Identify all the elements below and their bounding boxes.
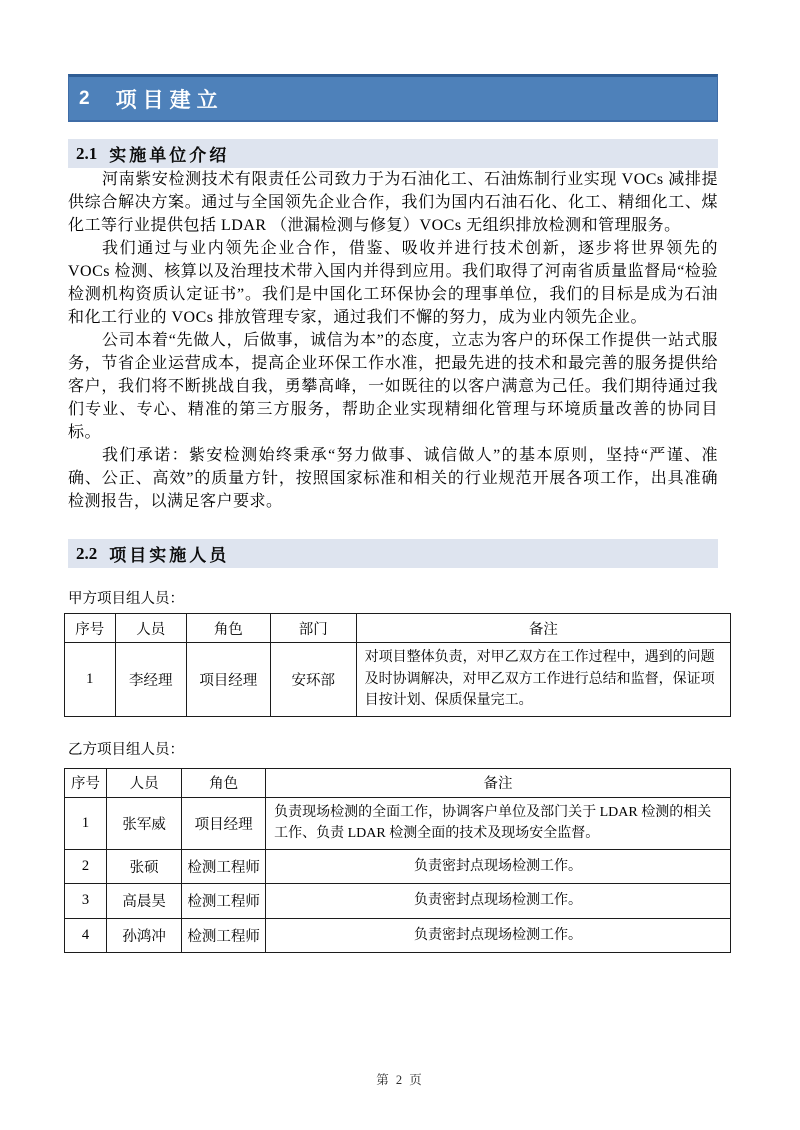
party-b-row3-index: 3	[65, 884, 107, 919]
chapter-number: 2	[79, 87, 90, 109]
section-heading-2-1	[68, 139, 718, 168]
party-a-header-row	[65, 614, 731, 643]
party-b-table	[64, 768, 731, 954]
section-2-2-number: 2.2	[76, 543, 98, 563]
intro-paragraph-3: 公司本着“先做人，后做事，诚信为本”的态度，立志为客户的环保工作提供一站式服务，节省企业运营成本，提高企业环保工作水准，把最先进的技术和最完善的服务提供给客户，我们将不断挑战自我，勇攀高峰，一如既往的以客户满意为己任。我们期待通过我们专业、专心、精准的第三方服务，帮助企业实现精细化管理与环境质量改善的协同目标。	[68, 332, 718, 441]
party-a-table	[64, 613, 731, 717]
party-b-table-label: 乙方项目组人员：	[68, 741, 184, 758]
party-a-table-label: 甲方项目组人员：	[68, 591, 184, 607]
party-b-row3-role: 检测工程师	[182, 884, 266, 919]
party-b-header-role: 角色	[182, 768, 266, 797]
intro-paragraph-1: 河南紫安检测技术有限责任公司致力于为石油化工、石油炼制行业实现 VOCs 减排提供综合解决方案。通过与全国领先企业合作，我们为国内石油石化、化工、精细化工、煤化工等行业提供包括 LDAR （泄漏检测与修复）VOCs 无组织排放检测和管理服务。	[68, 171, 718, 234]
party-a-header-role: 角色	[186, 614, 270, 643]
party-a-row1-department: 安环部	[270, 643, 356, 717]
section-2-1-title: 实施单位介绍	[109, 146, 230, 165]
intro-paragraph-4: 我们承诺：紫安检测始终秉承“努力做事、诚信做人”的基本原则，坚持“严谨、准确、公正、高效”的质量方针，按照国家标准和相关的行业规范开展各项工作，出具准确检测报告，以满足客户要求。	[68, 447, 718, 510]
party-a-row1-person: 李经理	[115, 643, 186, 717]
table-row	[65, 884, 731, 919]
party-b-row1-role: 项目经理	[182, 797, 266, 849]
party-b-row2-index: 2	[65, 849, 107, 884]
chapter-heading-band	[68, 74, 718, 122]
party-a-header-index: 序号	[65, 614, 116, 643]
party-a-header-department: 部门	[270, 614, 356, 643]
table-row	[65, 797, 731, 849]
table-row	[65, 918, 731, 953]
party-b-row4-role: 检测工程师	[182, 918, 266, 953]
page-content	[68, 0, 718, 953]
intro-paragraph-2: 我们通过与业内领先企业合作，借鉴、吸收并进行技术创新，逐步将世界领先的 VOCs 检测、核算以及治理技术带入国内并得到应用。我们取得了河南省质量监督局“检验检测机构资质认定证书”。我们是中国化工环保协会的理事单位，我们的目标是成为石油和化工行业的 VOCs 排放管理专家，通过我们不懈的努力，成为业内领先企业。	[68, 240, 718, 326]
section-2-2-title: 项目实施人员	[109, 546, 230, 565]
table-row	[65, 849, 731, 884]
table-row	[65, 643, 731, 717]
party-b-row2-person: 张硕	[106, 849, 181, 884]
section-heading-2-2	[68, 539, 718, 568]
party-b-row4-index: 4	[65, 918, 107, 953]
party-b-row3-person: 高晨昊	[106, 884, 181, 919]
party-b-row1-person: 张军威	[106, 797, 181, 849]
page-number-footer: 第 2 页	[376, 1073, 424, 1087]
party-b-row3-remark: 负责密封点现场检测工作。	[266, 884, 731, 919]
party-a-row1-index: 1	[65, 643, 116, 717]
party-b-header-index: 序号	[65, 768, 107, 797]
party-b-row2-role: 检测工程师	[182, 849, 266, 884]
party-b-row1-remark: 负责现场检测的全面工作，协调客户单位及部门关于 LDAR 检测的相关工作、负责 LDAR 检测全面的技术及现场安全监督。	[266, 797, 731, 849]
party-b-row4-person: 孙鸿冲	[106, 918, 181, 953]
party-b-row1-index: 1	[65, 797, 107, 849]
party-b-row2-remark: 负责密封点现场检测工作。	[266, 849, 731, 884]
party-a-row1-remark: 对项目整体负责，对甲乙双方在工作过程中，遇到的问题及时协调解决，对甲乙双方工作进行总结和监督，保证项目按计划、保质保量完工。	[356, 643, 730, 717]
party-a-header-person: 人员	[115, 614, 186, 643]
party-a-header-remark: 备注	[356, 614, 730, 643]
section-2-1-number: 2.1	[76, 143, 98, 163]
party-b-header-person: 人员	[106, 768, 181, 797]
chapter-title: 项目建立	[115, 88, 224, 112]
party-b-header-row	[65, 768, 731, 797]
party-b-row4-remark: 负责密封点现场检测工作。	[266, 918, 731, 953]
party-a-row1-role: 项目经理	[186, 643, 270, 717]
party-b-header-remark: 备注	[266, 768, 731, 797]
